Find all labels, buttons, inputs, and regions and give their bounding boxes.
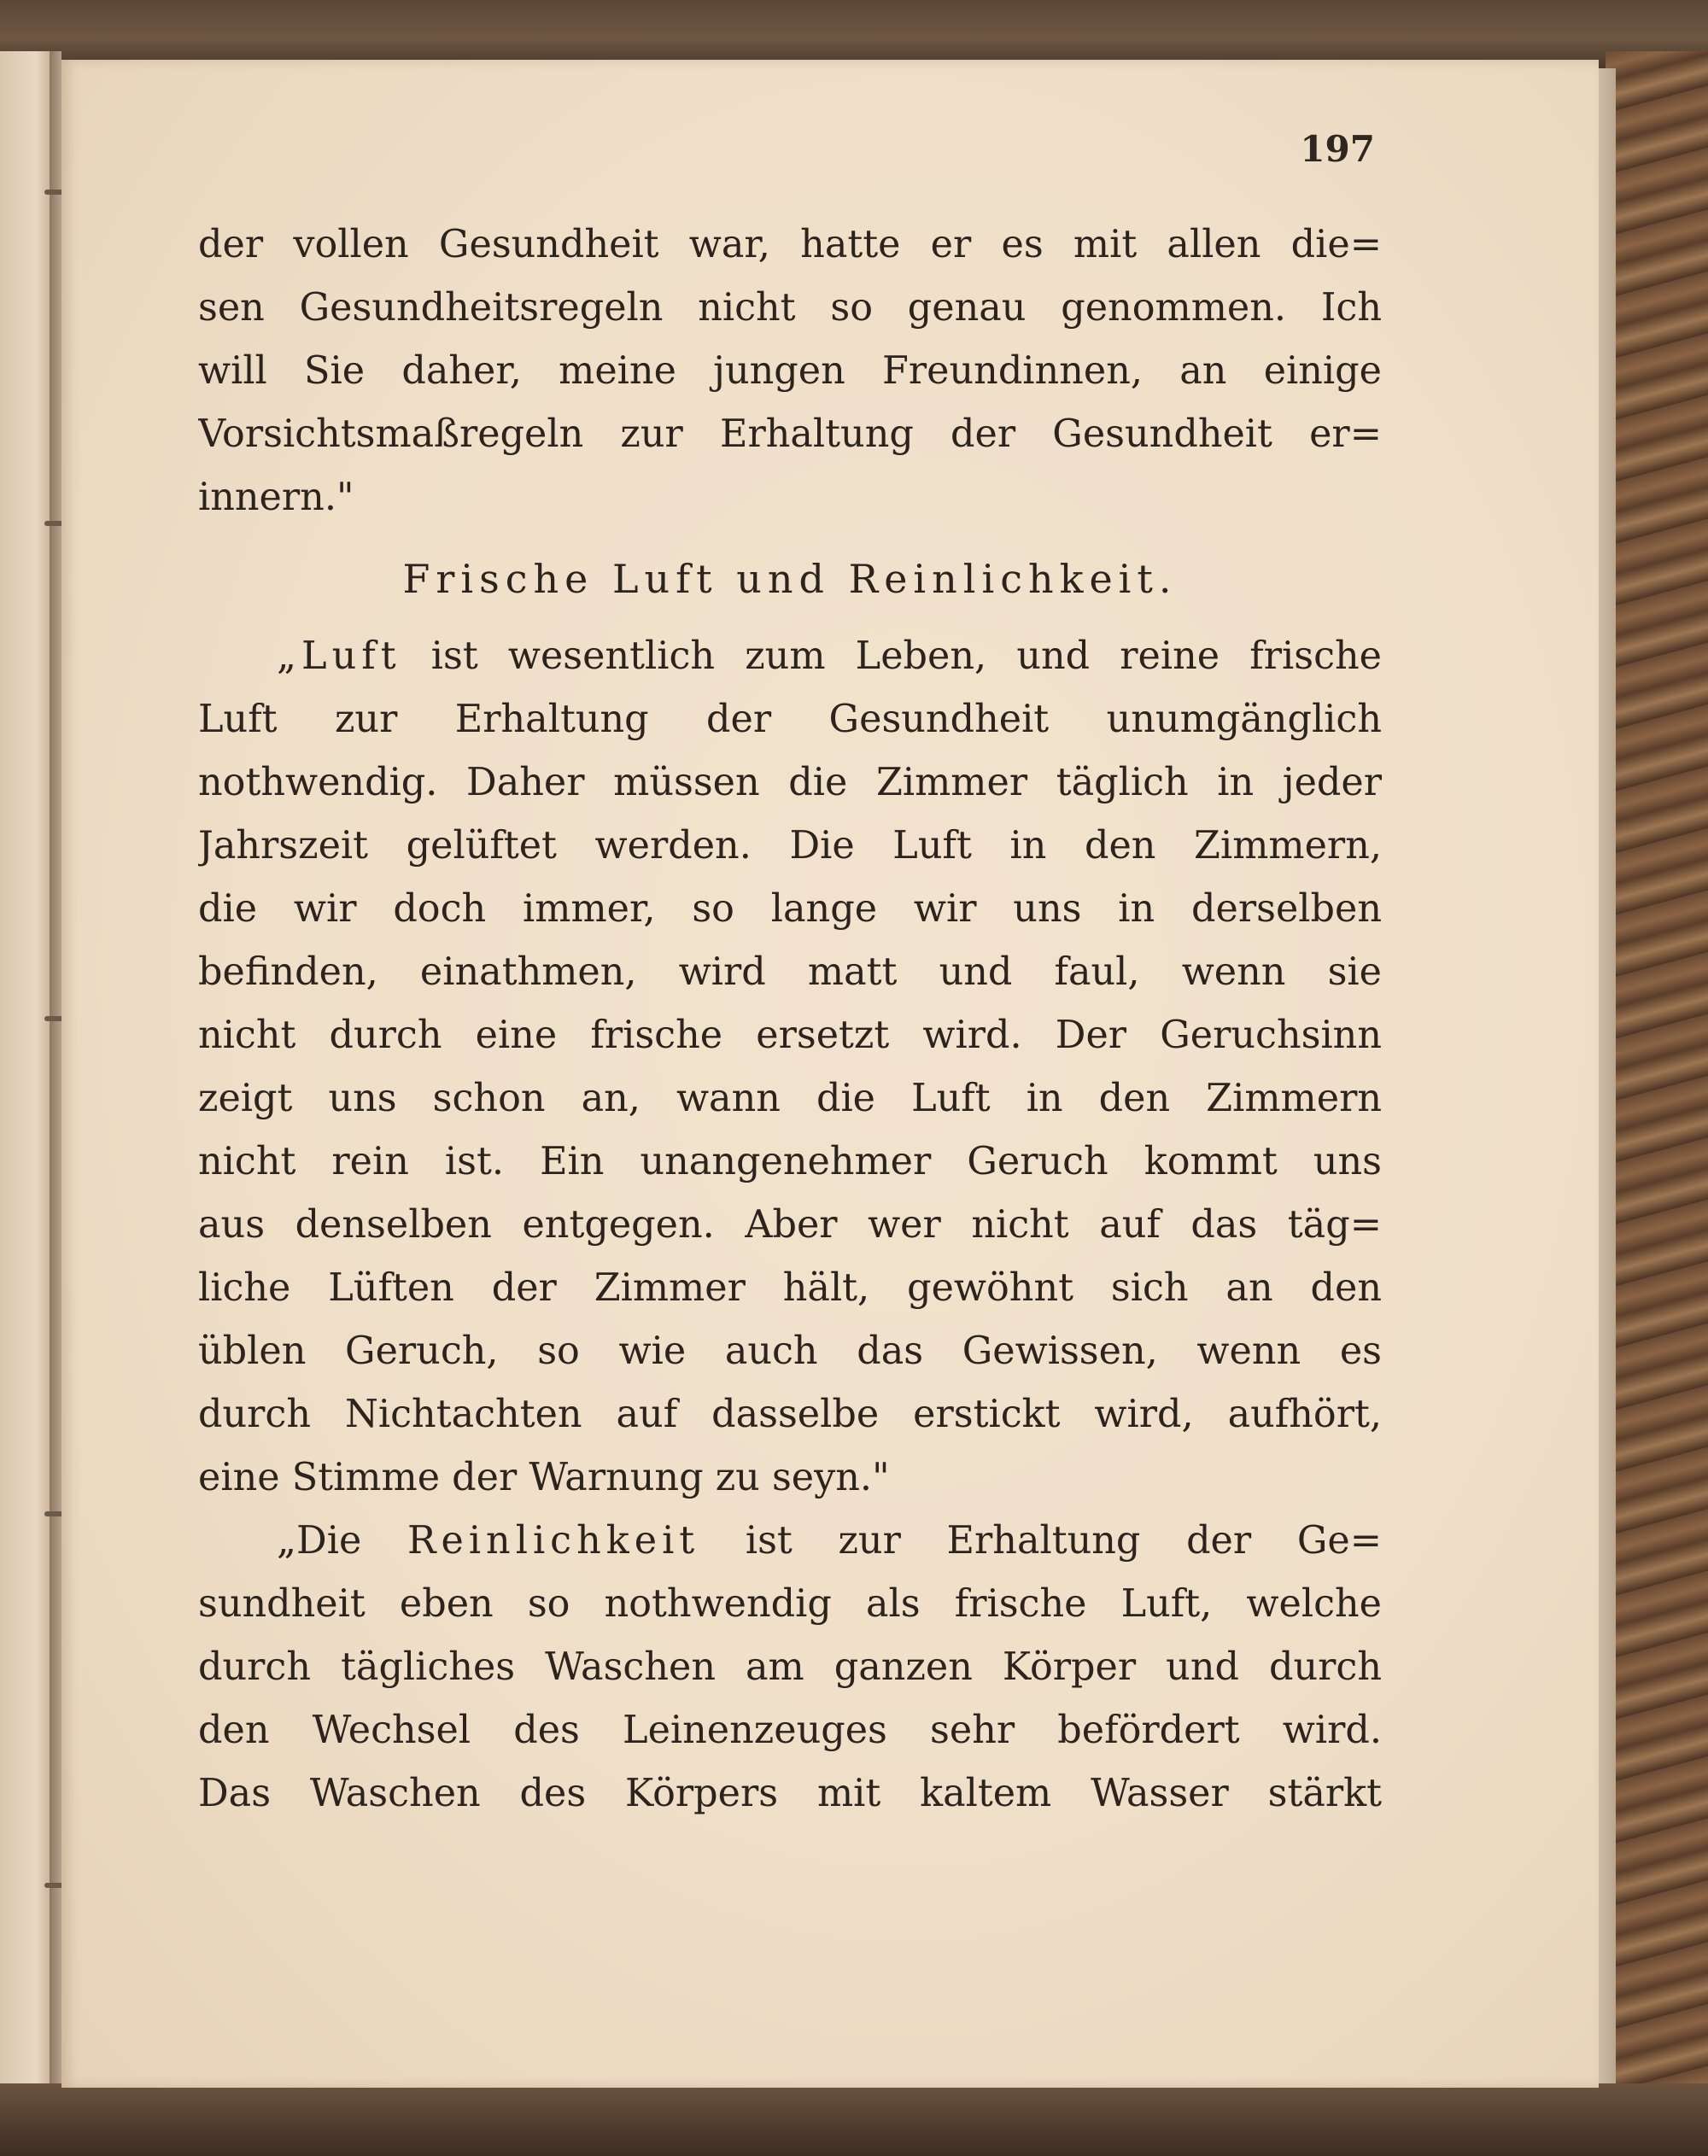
binding-stitch <box>44 1883 63 1888</box>
text-line: den Wechsel des Leinenzeuges sehr befördert wird. <box>198 1709 1382 1752</box>
binding-stitch <box>44 1511 63 1516</box>
text-line: befinden, einathmen, wird matt und faul, wenn sie <box>198 950 1382 994</box>
spaced-word: Reinlichkeit <box>407 1519 700 1563</box>
text-line: liche Lüften der Zimmer hält, gewöhnt sich an den <box>198 1266 1382 1310</box>
line-text: ist wesentlich zum Leben, und reine frische <box>401 634 1382 678</box>
book-cover-top <box>0 0 1708 68</box>
page-number: 197 <box>1300 128 1375 170</box>
text-line: üblen Geruch, so wie auch das Gewissen, wenn es <box>198 1329 1382 1373</box>
text-line: aus denselben entgegen. Aber wer nicht auf das täg= <box>198 1203 1382 1247</box>
text-line: durch Nichtachten auf dasselbe erstickt wird, aufhört, <box>198 1393 1382 1436</box>
text-line: nicht durch eine frische ersetzt wird. Der Geruchsinn <box>198 1014 1382 1057</box>
text-line: die wir doch immer, so lange wir uns in derselben <box>198 887 1382 931</box>
book-gutter <box>50 51 61 2100</box>
text-line: durch tägliches Waschen am ganzen Körper und durch <box>198 1645 1382 1689</box>
binding-stitch <box>44 1016 63 1021</box>
text-line: der vollen Gesundheit war, hatte er es mit allen die= <box>198 223 1382 266</box>
marbled-cover-edge <box>1606 51 1708 2156</box>
facing-page-edge <box>0 51 51 2100</box>
text-line: zeigt uns schon an, wann die Luft in den Zimmern <box>198 1077 1382 1120</box>
text-line: will Sie daher, meine jungen Freundinnen, an einige <box>198 349 1382 393</box>
line-text: ist zur Erhaltung der Ge= <box>699 1519 1382 1563</box>
page-block-edge <box>1597 68 1616 2100</box>
text-line: eine Stimme der Warnung zu seyn." <box>198 1456 890 1499</box>
text-line: Luft zur Erhaltung der Gesundheit unumgänglich <box>198 698 1382 741</box>
line-text: „Die <box>277 1519 407 1563</box>
text-line: sen Gesundheitsregeln nicht so genau genommen. Ich <box>198 286 1382 330</box>
text-line: nothwendig. Daher müssen die Zimmer täglich in jeder <box>198 761 1382 804</box>
section-heading: Frische Luft und Reinlichkeit. <box>402 556 1178 602</box>
paragraph-first-line <box>198 625 1382 688</box>
text-line: nicht rein ist. Ein unangenehmer Geruch kommt uns <box>198 1140 1382 1183</box>
paragraph-first-line <box>198 1510 1382 1573</box>
text-line: sundheit eben so nothwendig als frische Luft, welche <box>198 1582 1382 1626</box>
page-text <box>198 213 1382 1826</box>
text-line: Jahrszeit gelüftet werden. Die Luft in den Zimmern, <box>198 824 1382 868</box>
text-line: Vorsichtsmaßregeln zur Erhaltung der Gesundheit er= <box>198 412 1382 456</box>
spaced-word: „Luft <box>277 634 401 678</box>
text-line: innern." <box>198 476 354 519</box>
binding-stitch <box>44 190 63 195</box>
book-cover-bottom <box>0 2083 1708 2156</box>
binding-stitch <box>44 521 63 526</box>
text-line: Das Waschen des Körpers mit kaltem Wasser stärkt <box>198 1772 1382 1815</box>
